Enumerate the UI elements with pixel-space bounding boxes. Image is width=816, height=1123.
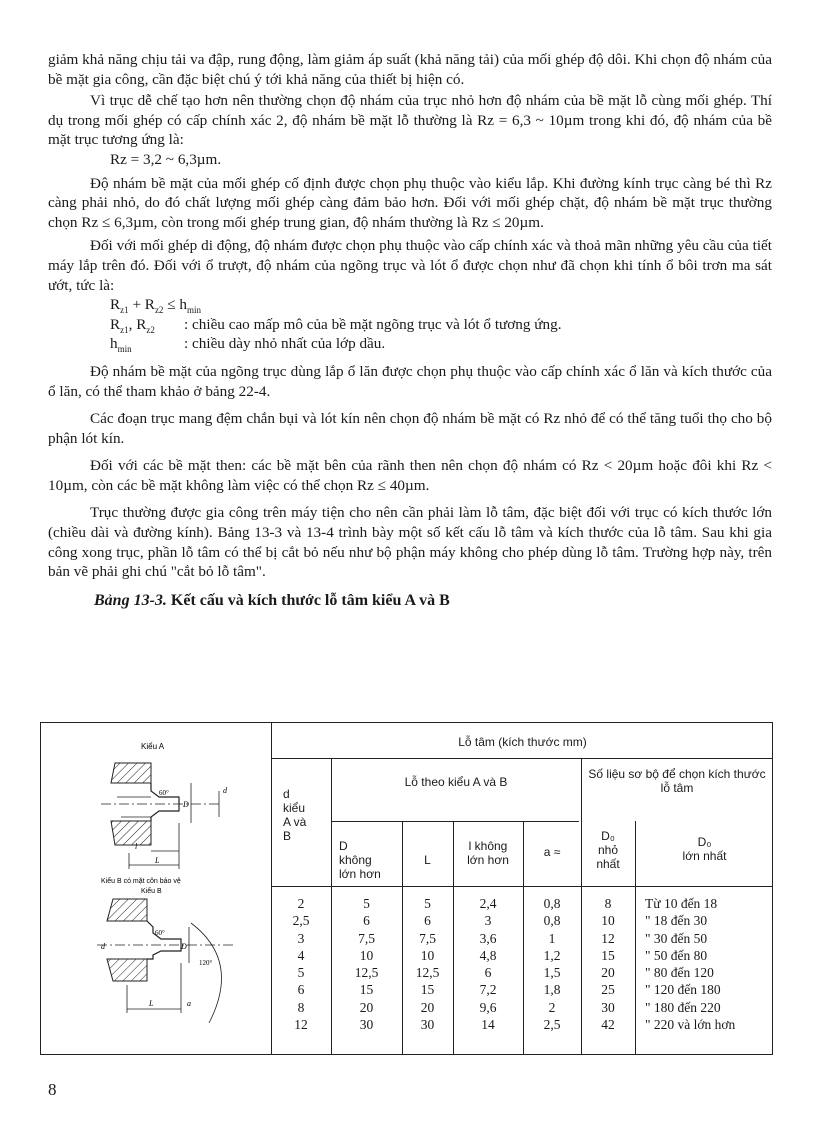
table-cell-col_a-2: 1: [548, 930, 556, 946]
def1-z1: z1: [120, 324, 129, 335]
table-cell-col_D-4: 12,5: [354, 965, 379, 981]
table-cell-col_l-3: 4,8: [479, 947, 497, 963]
table-cell-col_D0max-0: Từ 10 đến 18: [645, 896, 718, 911]
column-D0-max: [645, 895, 772, 1033]
table-rule-header: [271, 886, 772, 887]
table-cell-col_d-4: 5: [297, 965, 305, 981]
table-cell-col_d-1: 2,5: [292, 913, 310, 929]
table-cell-col_l-1: 3: [484, 913, 492, 929]
table-rule-main: [271, 758, 772, 759]
paragraph-2: Vì trục dễ chế tạo hơn nên thường chọn độ nhám của trục nhỏ hơn độ nhám của bề mặt lỗ cùng mối ghép. Thí dụ trong mối ghép có cấp chính xác 2, độ nhám bề mặt lỗ thường là Rz = 6,3 ~ 10µm trong khi đó, độ nhám của bề mặt trục tương ứng là:: [48, 92, 772, 149]
formula-le: ≤ h: [163, 296, 187, 314]
table-cell-col_D0max-4: " 80 đến 120: [645, 965, 714, 981]
table-cell-col_a-3: 1,2: [543, 947, 561, 963]
table-cell-col_D-7: 30: [359, 1017, 374, 1033]
header-D0-min: D₀ nhỏ nhất: [596, 829, 620, 871]
table-cell-col_L-5: 15: [420, 982, 435, 998]
table-cell-col_D0max-6: " 180 đến 220: [645, 999, 721, 1015]
formula-rz: Rz = 3,2 ~ 6,3µm.: [110, 150, 222, 168]
paragraph-7: Đối với các bề mặt then: các bề mặt bên của rãnh then nên chọn độ nhám có Rz < 20µm hoặc đôi khi Rz < 10µm, còn các bề mặt không làm việc có thể chọn Rz ≤ 40µm.: [48, 457, 772, 494]
formula-z1: z1: [120, 305, 129, 316]
hole-b-profile: [147, 921, 181, 959]
label-angle-60b: 60°: [155, 929, 165, 937]
label-b-D: D: [181, 942, 187, 951]
column-L: [402, 895, 453, 1033]
table-cell-col_d-2: 3: [297, 930, 305, 946]
definition-hmin-text: : chiều dày nhỏ nhất của lớp dầu.: [184, 335, 386, 353]
table-cell-col_D0min-0: 8: [604, 896, 612, 911]
table-cell-col_l-4: 6: [484, 965, 492, 981]
header-D: D không lớn hơn: [339, 839, 381, 881]
table-cell-col_l-7: 14: [481, 1017, 495, 1033]
table-cell-col_D0max-7: " 220 và lớn hơn: [645, 1017, 736, 1033]
table-cell-col_l-5: 7,2: [479, 982, 497, 998]
page-number: 8: [48, 1080, 57, 1099]
header-d: d kiểu A và B: [283, 787, 307, 843]
table-cell-col_d-0: 2: [297, 896, 305, 911]
table-cell-col_D-1: 6: [363, 913, 370, 929]
table-cell-col_D0min-6: 30: [601, 999, 615, 1015]
table-cell-col_a-1: 0,8: [543, 913, 561, 929]
table-cell-col_d-5: 6: [297, 982, 305, 998]
document-body: [48, 50, 772, 612]
table-cell-col_a-0: 0,8: [543, 896, 561, 911]
paragraph-5: Độ nhám bề mặt của ngõng trục dùng lắp ổ lăn được chọn phụ thuộc vào cấp chính xác ổ lăn và kích thước của ổ lăn, có thể tham khảo ở bảng 22-4.: [48, 362, 772, 400]
table-cell-col_a-7: 2,5: [543, 1017, 561, 1033]
table-cell-col_a-4: 1,5: [543, 965, 561, 981]
table-cell-col_D0min-5: 25: [601, 982, 615, 998]
table-cell-col_L-3: 10: [420, 947, 435, 963]
table-cell-col_D-5: 15: [359, 982, 374, 998]
table-cell-col_l-0: 2,4: [479, 896, 497, 911]
table-cell-col_l-6: 9,6: [479, 999, 497, 1015]
label-b-a: a: [187, 999, 191, 1008]
header-ab: Lỗ theo kiểu A và B: [404, 775, 508, 789]
column-l: [453, 895, 523, 1033]
formula-rz-hmin: [48, 295, 772, 315]
note-type-b: Kiểu B có mặt côn bảo vệ: [101, 878, 181, 885]
header-main: Lỗ tâm (kích thước mm): [458, 735, 587, 749]
paragraph-3: Độ nhám bề mặt của mối ghép cố định được chọn phụ thuộc vào kiểu lắp. Khi đường kính trục càng bé thì Rz càng phải nhỏ, do đó chất lượng mối ghép càng đảm bảo hơn. Đối với mối ghép chặt, độ nhám bề mặt trục thường chọn Rz ≤ 6,3µm, còn trong mối ghép trung gian, độ nhám thường là Rz ≤ 20µm.: [48, 174, 772, 231]
formula-min: min: [186, 305, 201, 316]
table-caption-label: Bảng 13-3.: [94, 591, 167, 609]
header-D0-max: D₀ lớn nhất: [682, 835, 727, 863]
table-cell-col_D-2: 7,5: [358, 930, 375, 946]
paragraph-4: Đối với mối ghép di động, độ nhám được chọn phụ thuộc vào cấp chính xác và thoả mãn những yêu cầu của tiết máy lắp trên đó. Đối với ổ trượt, độ nhám của ngõng trục và lót ổ được chọn như đã chọn khi tính ổ bôi trơn ma sát ướt, tức là:: [48, 237, 772, 294]
type-b-drawing: [97, 877, 233, 1023]
definition-hmin-symbol: [110, 334, 184, 354]
center-hole-drawing: [41, 723, 271, 1053]
table-cell-col_D0max-5: " 120 đến 180: [645, 982, 721, 998]
table-cell-col_d-3: 4: [297, 947, 305, 963]
arc-120: [191, 923, 221, 1023]
label-type-a: Kiểu A: [141, 742, 165, 751]
center-hole-table: [40, 722, 773, 1055]
paragraph-1: giảm khả năng chịu tải va đập, rung động, làm giảm áp suất (khả năng tải) của mối ghép độ dôi. Khi chọn độ nhám của bề mặt gia công, cần đặc biệt chú ý tới khả năng của thiết bị hiện có.: [48, 51, 772, 88]
table-cell-col_D-3: 10: [359, 947, 374, 963]
definition-hmin: [48, 334, 772, 354]
table-cell-col_L-4: 12,5: [415, 965, 440, 981]
table-cell-col_D0min-3: 15: [601, 947, 615, 963]
header-L: L: [424, 853, 431, 867]
table-cell-col_D0min-2: 12: [601, 930, 615, 946]
table-cell-col_D-0: 5: [363, 896, 370, 911]
label-a-l: l: [135, 842, 138, 851]
formula-z2: z2: [154, 305, 164, 316]
table-cell-col_d-7: 12: [294, 1017, 308, 1033]
label-angle-120: 120°: [199, 959, 213, 967]
table-cell-col_a-6: 2: [548, 999, 556, 1015]
hatch-a-top: [111, 763, 151, 783]
table-cell-col_L-1: 6: [424, 913, 431, 929]
column-D0-min: [581, 895, 635, 1033]
label-b-L: L: [149, 999, 154, 1008]
formula-r1: R: [110, 296, 121, 314]
def1-comma-r: , R: [128, 315, 147, 333]
header-l: l không lớn hơn: [467, 839, 509, 867]
formula-plus: + R: [128, 296, 155, 314]
table-rule-ab: [331, 821, 579, 822]
table-cell-col_l-2: 3,6: [479, 930, 497, 946]
def2-min: min: [117, 344, 132, 355]
label-a-L: L: [155, 856, 160, 865]
paragraph-6: Các đoạn trục mang đệm chắn bụi và lót kín nên chọn độ nhám bề mặt có Rz nhỏ để có thể tăng tuổi thọ cho bộ phận lót kín.: [48, 410, 772, 447]
table-cell-col_L-7: 30: [420, 1017, 435, 1033]
label-a-d: d: [223, 786, 227, 795]
def2-h: h: [110, 335, 118, 353]
table-caption: [48, 590, 772, 612]
table-cell-col_D0min-4: 20: [601, 965, 615, 981]
label-a-D: D: [183, 800, 189, 809]
table-cell-col_D0max-3: " 50 đến 80: [645, 947, 708, 963]
column-d: [273, 895, 329, 1033]
column-a: [523, 895, 581, 1033]
definition-rz-text: : chiều cao mấp mô của bề mặt ngõng trục và lót ổ tương ứng.: [184, 315, 562, 333]
table-cell-col_D-6: 20: [359, 999, 374, 1015]
table-cell-col_L-0: 5: [424, 896, 431, 911]
label-b-d: d: [101, 942, 105, 951]
header-prelim: Số liệu sơ bộ để chọn kích thước lỗ tâm: [588, 767, 766, 795]
column-D: [331, 895, 402, 1033]
label-angle-60a: 60°: [159, 789, 169, 797]
table-caption-text: Kết cấu và kích thước lỗ tâm kiểu A và B: [166, 591, 450, 609]
table-cell-col_a-5: 1,8: [543, 982, 561, 998]
table-cell-col_d-6: 8: [297, 999, 305, 1015]
hatch-b-top: [107, 899, 147, 921]
definition-rz: [48, 315, 772, 335]
table-cell-col_D0min-7: 42: [601, 1017, 615, 1033]
table-cell-col_D0min-1: 10: [601, 913, 615, 929]
def1-z2: z2: [146, 324, 155, 335]
table-divider-figure: [271, 723, 272, 1054]
hatch-b-bottom: [107, 959, 147, 981]
header-a: a ≈: [543, 845, 561, 859]
label-type-b: Kiểu B: [141, 888, 162, 895]
table-cell-col_L-2: 7,5: [419, 930, 436, 946]
table-cell-col_D0max-1: " 18 đến 30: [645, 913, 708, 929]
table-cell-col_D0max-2: " 30 đến 50: [645, 930, 708, 946]
hatch-a-bottom: [111, 821, 151, 845]
definition-rz-symbol: [110, 315, 184, 335]
table-cell-col_L-6: 20: [420, 999, 435, 1015]
type-a-drawing: [101, 742, 228, 869]
def1-r: R: [110, 315, 121, 333]
paragraph-8: Trục thường được gia công trên máy tiện cho nên cần phải làm lỗ tâm, đặc biệt đối với trục có kích thước lớn (chiều dài và đường kính). Bảng 13-3 và 13-4 trình bày một số kết cấu lỗ tâm và kích thước của lỗ tâm. Sau khi gia công xong trục, phần lỗ tâm có thể bị cắt bỏ nếu như bộ phận máy không cho phép dùng lỗ tâm. Trường hợp này, trên bản vẽ phải ghi chú "cắt bỏ lỗ tâm".: [48, 504, 772, 581]
